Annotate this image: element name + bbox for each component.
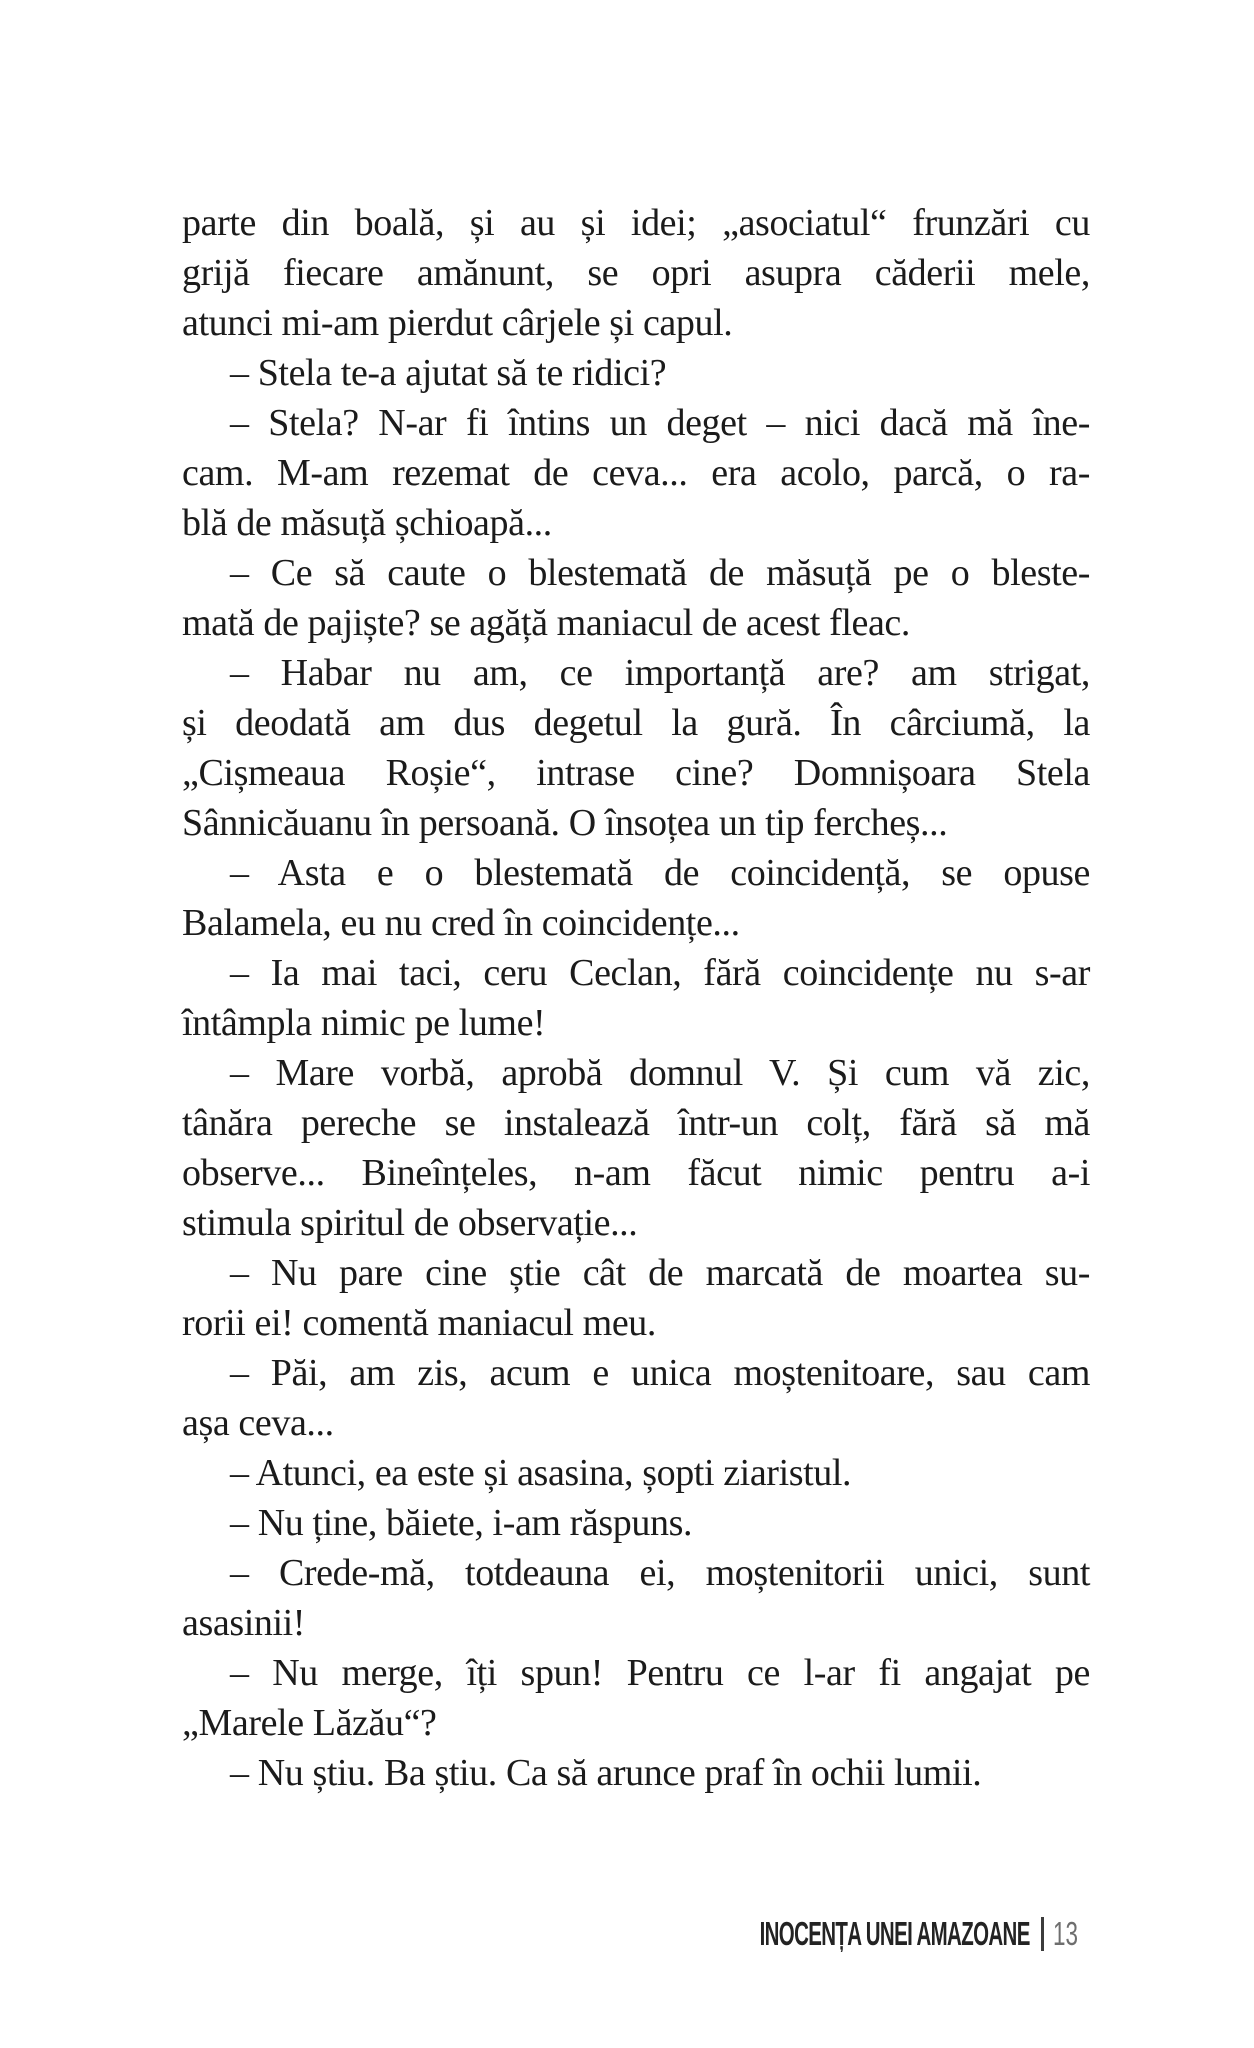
text-line: parte din boală, și au și idei; „asociatul“ frunzări cu xyxy=(182,202,1090,244)
page-footer xyxy=(594,1912,1090,1956)
page-text-block xyxy=(182,198,1090,1798)
text-line: – Habar nu am, ce importanță are? am strigat, xyxy=(230,652,1090,694)
text-line: asasinii! xyxy=(182,1602,306,1644)
text-line: Sânnicăuanu în persoană. O însoțea un tip fercheș... xyxy=(182,802,948,844)
text-line: „Cișmeaua Roșie“, intrase cine? Domnișoara Stela xyxy=(182,752,1090,794)
text-line: – Mare vorbă, aprobă domnul V. Și cum vă zic, xyxy=(230,1052,1090,1094)
text-line: – Ce să caute o blestemată de măsuță pe o bleste- xyxy=(230,552,1090,594)
footer-divider-rule xyxy=(1041,1917,1044,1951)
text-line: blă de măsuță șchioapă... xyxy=(182,502,552,544)
text-line: cam. M-am rezemat de ceva... era acolo, parcă, o ra- xyxy=(182,452,1090,494)
text-line: – Stela te-a ajutat să te ridici? xyxy=(230,352,667,394)
text-line: grijă fiecare amănunt, se opri asupra căderii mele, xyxy=(182,252,1090,294)
text-line: întâmpla nimic pe lume! xyxy=(182,1002,546,1044)
text-line: așa ceva... xyxy=(182,1402,334,1444)
text-line: – Nu pare cine știe cât de marcată de moartea su- xyxy=(230,1252,1090,1294)
text-line: tânăra pereche se instalează într-un colț, fără să mă xyxy=(182,1102,1090,1144)
text-line: mată de pajiște? se agăță maniacul de acest fleac. xyxy=(182,602,910,644)
text-line: – Ia mai taci, ceru Ceclan, fără coincidențe nu s-ar xyxy=(230,952,1090,994)
text-line: – Crede-mă, totdeauna ei, moștenitorii unici, sunt xyxy=(230,1552,1090,1594)
text-line: – Nu știu. Ba știu. Ca să arunce praf în ochii lumii. xyxy=(230,1752,982,1794)
text-line: rorii ei! comentă maniacul meu. xyxy=(182,1302,657,1344)
text-line: „Marele Lăzău“? xyxy=(182,1702,437,1744)
text-line: – Stela? N-ar fi întins un deget – nici dacă mă îne- xyxy=(230,402,1090,444)
running-title: INOCENȚA UNEI AMAZOANE xyxy=(759,1915,1030,1952)
text-line: – Asta e o blestemată de coincidență, se opuse xyxy=(230,852,1090,894)
text-line: – Păi, am zis, acum e unica moștenitoare, sau cam xyxy=(230,1352,1090,1394)
text-line: – Nu merge, îți spun! Pentru ce l-ar fi angajat pe xyxy=(230,1652,1090,1694)
text-line: stimula spiritul de observație... xyxy=(182,1202,638,1244)
text-line: atunci mi-am pierdut cârjele și capul. xyxy=(182,302,733,344)
text-line: și deodată am dus degetul la gură. În cârciumă, la xyxy=(182,702,1090,744)
text-line: Balamela, eu nu cred în coincidențe... xyxy=(182,902,740,944)
text-line: – Atunci, ea este și asasina, șopti ziaristul. xyxy=(230,1452,852,1494)
page-number: 13 xyxy=(1053,1915,1079,1952)
text-line: observe... Bineînțeles, n-am făcut nimic pentru a-i xyxy=(182,1152,1090,1194)
text-line: – Nu ține, băiete, i-am răspuns. xyxy=(230,1502,693,1544)
